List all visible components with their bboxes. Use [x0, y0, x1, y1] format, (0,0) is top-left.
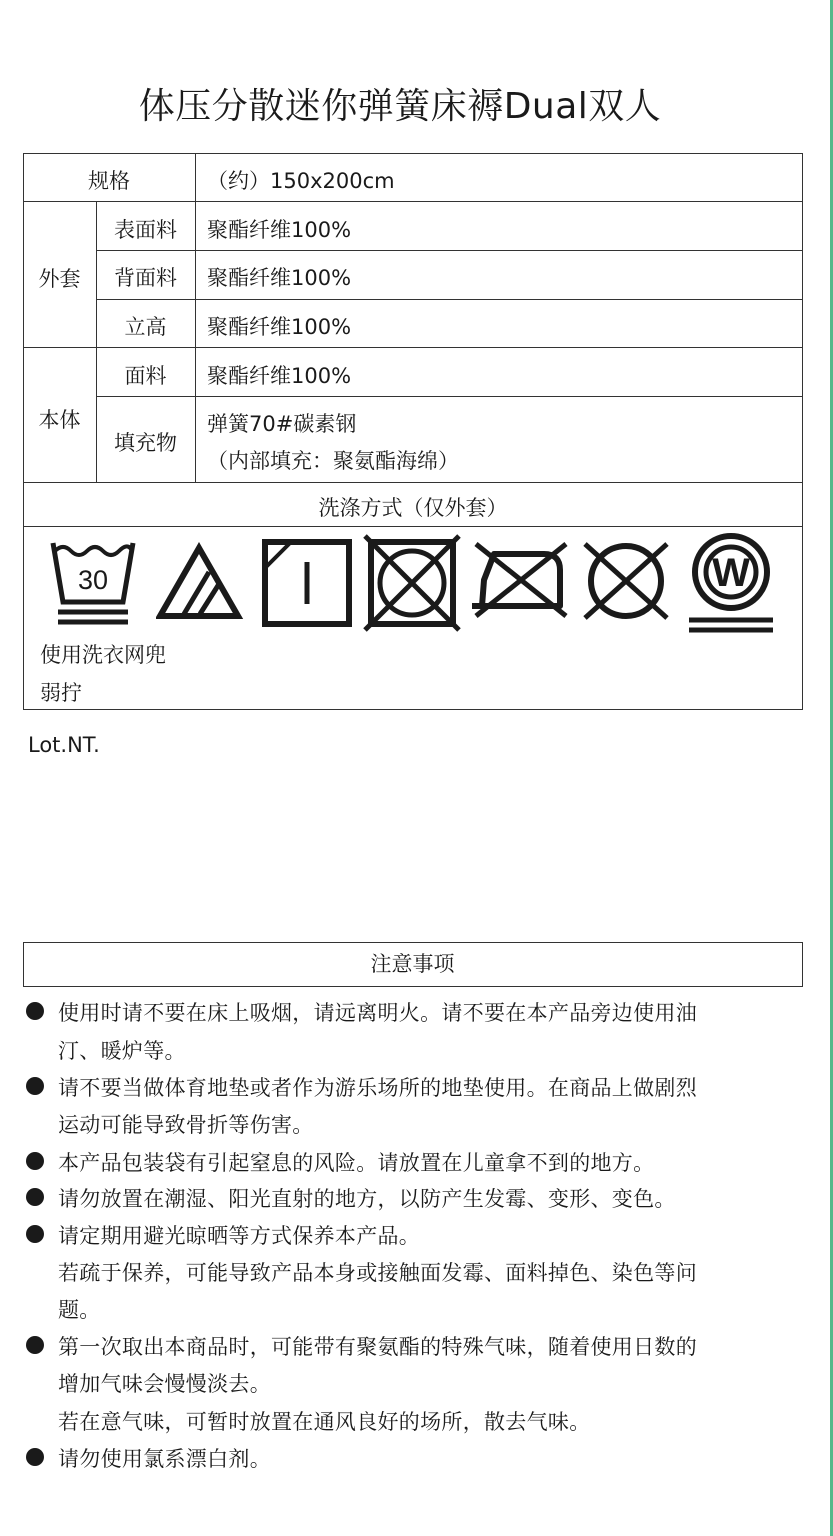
wash-temp: 30 — [77, 565, 109, 595]
divider — [96, 299, 803, 300]
cover-part: 表面料 — [114, 218, 177, 242]
cover-material: 聚酯纤维100% — [207, 218, 352, 242]
notice-line: 请定期用避光晾晒等方式保养本产品。 — [58, 1224, 421, 1248]
cover-material: 聚酯纤维100% — [207, 266, 352, 290]
notice-line: 若在意气味，可暂时放置在通风良好的场所，散去气味。 — [58, 1410, 591, 1434]
cover-label: 外套 — [38, 267, 81, 291]
body-label: 本体 — [38, 408, 81, 432]
spec-label: 规格 — [88, 169, 130, 193]
divider — [96, 396, 803, 397]
wet-clean-letter: W — [712, 551, 750, 595]
notice-line: 汀、暖炉等。 — [58, 1039, 186, 1063]
notice-line: 请不要当做体育地垫或者作为游乐场所的地垫使用。在商品上做剧烈 — [58, 1076, 697, 1100]
bullet-icon — [26, 1077, 44, 1095]
notice-line: 请勿放置在潮湿、阳光直射的地方，以防产生发霉、变形、变色。 — [58, 1187, 676, 1211]
washing-note: 使用洗衣网兜 — [40, 643, 166, 667]
body-material: 聚酯纤维100% — [207, 364, 352, 388]
divider — [23, 482, 803, 483]
line-dry-icon — [261, 538, 353, 628]
notice-line: 第一次取出本商品时，可能带有聚氨酯的特殊气味，随着使用日数的 — [58, 1335, 697, 1359]
divider — [23, 526, 803, 527]
bullet-icon — [26, 1188, 44, 1206]
notice-line: 题。 — [58, 1298, 101, 1322]
bullet-icon — [26, 1225, 44, 1243]
bleach-non-chlorine-icon — [156, 542, 246, 624]
no-tumble-dry-icon — [362, 533, 462, 633]
notice-title: 注意事项 — [370, 952, 455, 976]
body-material-detail: （内部填充：聚氨酯海绵） — [207, 449, 459, 473]
lot-number: Lot.NT. — [28, 733, 100, 757]
spec-value: （约）150x200cm — [207, 169, 395, 193]
product-title: 体压分散迷你弹簧床褥Dual双人 — [138, 86, 662, 127]
no-dry-clean-icon — [577, 540, 675, 622]
divider — [23, 347, 803, 348]
notice-line: 运动可能导致骨折等伤害。 — [58, 1113, 314, 1137]
bullet-icon — [26, 1336, 44, 1354]
divider — [195, 153, 196, 482]
notice-line: 请勿使用氯系漂白剂。 — [58, 1447, 271, 1471]
body-part: 面料 — [124, 364, 167, 388]
wet-clean-icon — [685, 530, 777, 634]
cover-part: 背面料 — [114, 266, 177, 290]
notice-line: 使用时请不要在床上吸烟，请远离明火。请不要在本产品旁边使用油 — [58, 1001, 697, 1025]
bullet-icon — [26, 1152, 44, 1170]
wash-30-icon — [48, 537, 138, 627]
notice-line: 增加气味会慢慢淡去。 — [58, 1372, 271, 1396]
cover-part: 立高 — [124, 315, 167, 339]
body-material: 弹簧70#碳素钢 — [207, 412, 357, 436]
bullet-icon — [26, 1002, 44, 1020]
notice-line: 本产品包装袋有引起窒息的风险。请放置在儿童拿不到的地方。 — [58, 1151, 655, 1175]
divider — [23, 201, 803, 202]
notice-line: 若疏于保养，可能导致产品本身或接触面发霉、面料掉色、染色等问 — [58, 1261, 697, 1285]
bullet-icon — [26, 1448, 44, 1466]
no-iron-icon — [468, 540, 572, 620]
body-part: 填充物 — [114, 431, 177, 455]
washing-note: 弱拧 — [40, 681, 82, 705]
washing-header: 洗涤方式（仅外套） — [318, 496, 508, 520]
divider — [96, 250, 803, 251]
cover-material: 聚酯纤维100% — [207, 315, 352, 339]
